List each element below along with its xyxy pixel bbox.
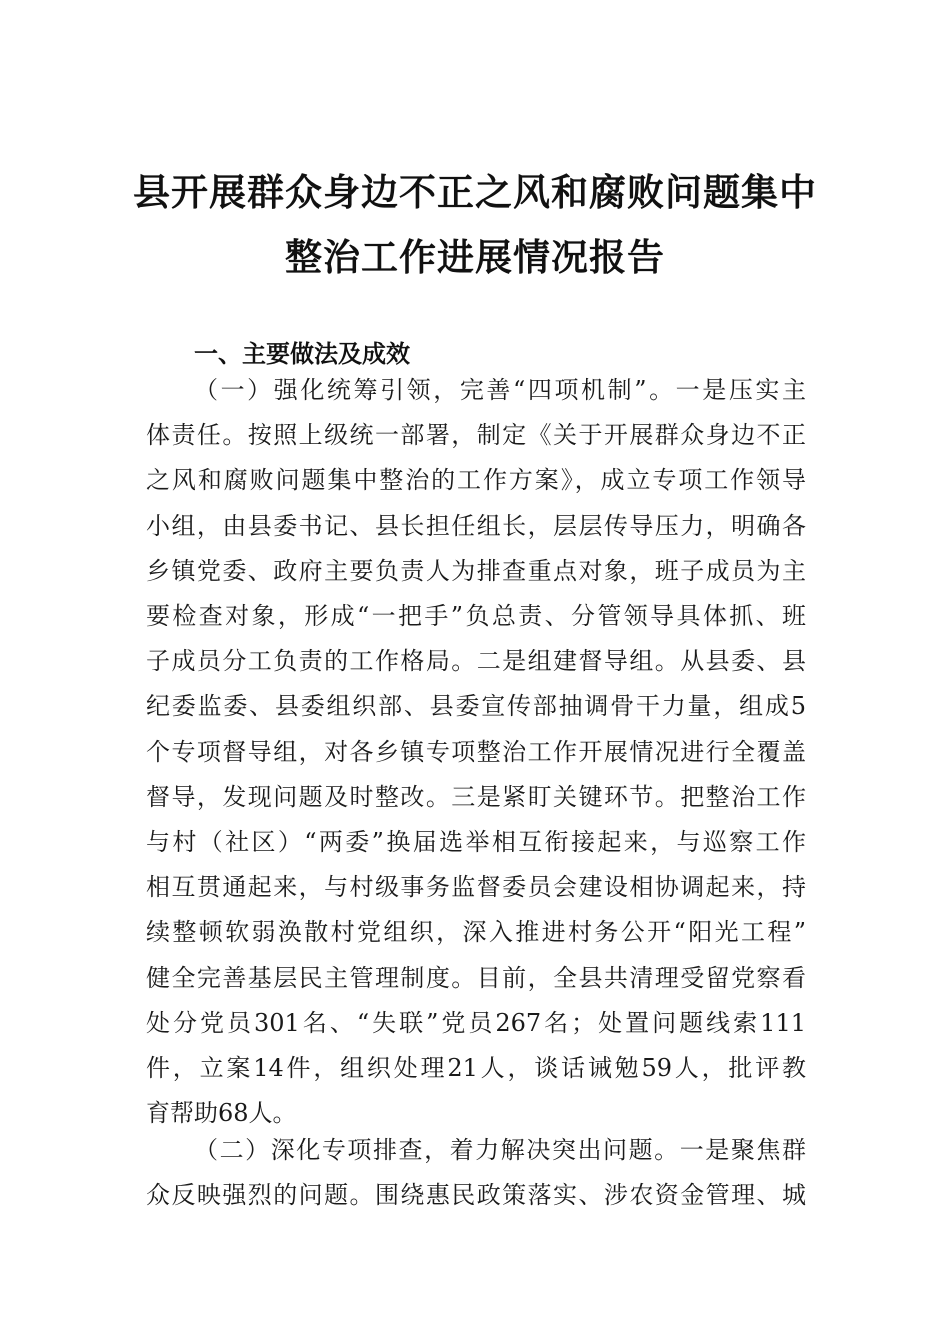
paragraph-line: 纪委监委、县委组织部、县委宣传部抽调骨干力量，组成5 bbox=[146, 692, 806, 720]
paragraph-line: 育帮助68人。 bbox=[146, 1099, 297, 1127]
paragraph-line: 乡镇党委、政府主要负责人为排查重点对象，班子成员为主 bbox=[146, 557, 806, 585]
paragraph-line: （一）强化统筹引领，完善“四项机制”。一是压实主 bbox=[194, 376, 806, 404]
paragraph-line: 督导，发现问题及时整改。三是紧盯关键环节。把整治工作 bbox=[146, 783, 806, 811]
paragraph-line: 件，立案14件，组织处理21人，谈话诫勉59人，批评教 bbox=[146, 1054, 806, 1082]
document-title-line-2: 整治工作进展情况报告 bbox=[285, 235, 665, 279]
paragraph-line: 健全完善基层民主管理制度。目前，全县共清理受留党察看 bbox=[146, 964, 806, 992]
paragraph-line: 小组，由县委书记、县长担任组长，层层传导压力，明确各 bbox=[146, 512, 806, 540]
paragraph-line: 个专项督导组，对各乡镇专项整治工作开展情况进行全覆盖 bbox=[146, 738, 806, 766]
paragraph-line: 子成员分工负责的工作格局。二是组建督导组。从县委、县 bbox=[146, 647, 806, 675]
paragraph-line: 续整顿软弱涣散村党组织，深入推进村务公开“阳光工程” bbox=[146, 918, 806, 946]
paragraph-line: 相互贯通起来，与村级事务监督委员会建设相协调起来，持 bbox=[146, 873, 806, 901]
paragraph-line: （二）深化专项排查，着力解决突出问题。一是聚焦群 bbox=[194, 1136, 806, 1164]
section-heading: 一、主要做法及成效 bbox=[194, 340, 410, 368]
document-title-line-1: 县开展群众身边不正之风和腐败问题集中 bbox=[133, 170, 817, 214]
paragraph-line: 之风和腐败问题集中整治的工作方案》，成立专项工作领导 bbox=[146, 466, 806, 494]
paragraph-line: 与村（社区）“两委”换届选举相互衔接起来，与巡察工作 bbox=[146, 828, 806, 856]
paragraph-line: 体责任。按照上级统一部署，制定《关于开展群众身边不正 bbox=[146, 421, 806, 449]
paragraph-line: 处分党员301名、“失联”党员267名；处置问题线索111 bbox=[146, 1009, 806, 1037]
paragraph-line: 众反映强烈的问题。围绕惠民政策落实、涉农资金管理、城 bbox=[146, 1181, 806, 1209]
paragraph-line: 要检查对象，形成“一把手”负总责、分管领导具体抓、班 bbox=[146, 602, 806, 630]
